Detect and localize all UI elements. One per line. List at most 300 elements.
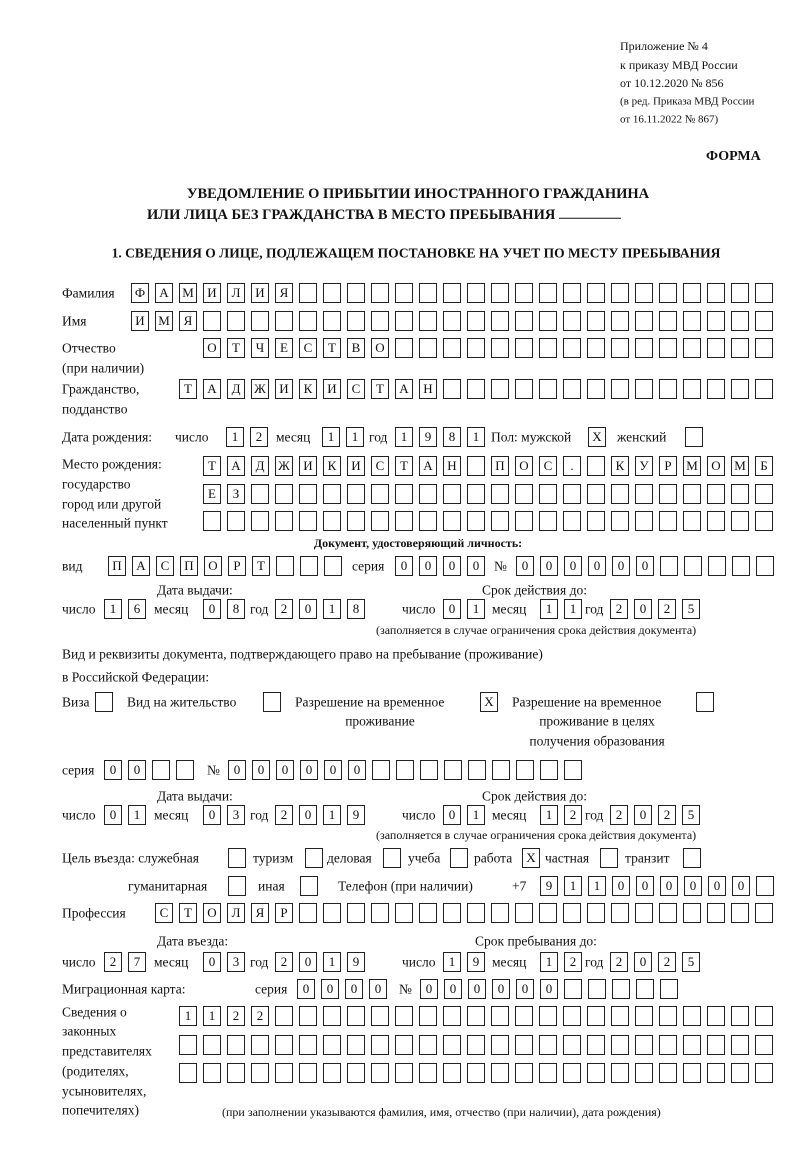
id-valid-day-cell[interactable]: 0 [443, 599, 461, 619]
birthplace-row-1-cell[interactable]: П [491, 456, 509, 476]
patronymic-cell[interactable] [515, 338, 533, 358]
rd-number-cell[interactable]: 0 [276, 760, 294, 780]
reps-row-3-cell[interactable] [491, 1063, 509, 1083]
phone-cell[interactable]: 9 [540, 876, 558, 896]
rd-issue-year-cell[interactable]: 9 [347, 805, 365, 825]
entry-day-cell[interactable]: 7 [128, 952, 146, 972]
profession-cell[interactable] [419, 903, 437, 923]
id-series-cell[interactable]: 0 [443, 556, 461, 576]
mc-series-cell[interactable]: 0 [345, 979, 363, 999]
birthplace-row-1-cell[interactable]: . [563, 456, 581, 476]
purpose-work-checkbox[interactable]: X [522, 848, 540, 868]
phone-cell[interactable]: 0 [612, 876, 630, 896]
entry-year-cell[interactable]: 2 [275, 952, 293, 972]
surname-cell[interactable] [635, 283, 653, 303]
purpose-tourism-checkbox[interactable] [305, 848, 323, 868]
rd-issue-month-cell[interactable]: 3 [227, 805, 245, 825]
rd-valid-month-cell[interactable]: 1 [540, 805, 558, 825]
birthplace-row-2-cell[interactable] [683, 484, 701, 504]
id-issue-month-cell[interactable]: 0 [203, 599, 221, 619]
reps-row-2-cell[interactable] [683, 1035, 701, 1055]
birthplace-row-2-cell[interactable] [323, 484, 341, 504]
birthplace-row-1-cell[interactable]: И [299, 456, 317, 476]
reps-row-3-cell[interactable] [203, 1063, 221, 1083]
id-series-cell[interactable]: 0 [395, 556, 413, 576]
stay-day-cell[interactable]: 9 [467, 952, 485, 972]
citizenship-cell[interactable] [635, 379, 653, 399]
reps-row-3-cell[interactable] [227, 1063, 245, 1083]
birth-day-cell[interactable]: 1 [226, 427, 244, 447]
entry-year-cell[interactable]: 9 [347, 952, 365, 972]
rd-number-cell[interactable]: 0 [228, 760, 246, 780]
birthplace-row-2-cell[interactable] [371, 484, 389, 504]
reps-row-1-cell[interactable] [299, 1006, 317, 1026]
reps-row-2-cell[interactable] [491, 1035, 509, 1055]
id-kind-cell[interactable] [324, 556, 342, 576]
surname-cell[interactable] [323, 283, 341, 303]
reps-row-3-cell[interactable] [611, 1063, 629, 1083]
reps-row-1-cell[interactable]: 1 [179, 1006, 197, 1026]
surname-cell[interactable] [683, 283, 701, 303]
patronymic-cell[interactable] [635, 338, 653, 358]
profession-cell[interactable]: Я [251, 903, 269, 923]
id-kind-cell[interactable]: О [204, 556, 222, 576]
birthplace-row-2-cell[interactable] [731, 484, 749, 504]
citizenship-cell[interactable] [515, 379, 533, 399]
birthplace-row-3-cell[interactable] [539, 511, 557, 531]
id-number-cell[interactable] [732, 556, 750, 576]
birthplace-row-2-cell[interactable] [755, 484, 773, 504]
id-kind-cell[interactable] [300, 556, 318, 576]
profession-cell[interactable]: Л [227, 903, 245, 923]
reps-row-2-cell[interactable] [659, 1035, 677, 1055]
patronymic-cell[interactable] [659, 338, 677, 358]
profession-cell[interactable] [371, 903, 389, 923]
citizenship-cell[interactable] [587, 379, 605, 399]
citizenship-cell[interactable] [731, 379, 749, 399]
mc-number-cell[interactable] [636, 979, 654, 999]
name-cell[interactable] [731, 311, 749, 331]
birthplace-row-1-cell[interactable]: У [635, 456, 653, 476]
birthplace-row-3-cell[interactable] [299, 511, 317, 531]
surname-cell[interactable] [587, 283, 605, 303]
patronymic-cell[interactable] [563, 338, 581, 358]
birthplace-row-1-cell[interactable]: Р [659, 456, 677, 476]
rd-valid-year-cell[interactable]: 0 [634, 805, 652, 825]
profession-cell[interactable] [539, 903, 557, 923]
patronymic-cell[interactable]: Т [227, 338, 245, 358]
surname-cell[interactable]: М [179, 283, 197, 303]
reps-row-3-cell[interactable] [419, 1063, 437, 1083]
birthplace-row-1-cell[interactable]: О [515, 456, 533, 476]
name-cell[interactable] [563, 311, 581, 331]
profession-cell[interactable] [467, 903, 485, 923]
reps-row-3-cell[interactable] [539, 1063, 557, 1083]
name-cell[interactable] [611, 311, 629, 331]
reps-row-2-cell[interactable] [731, 1035, 749, 1055]
surname-cell[interactable] [299, 283, 317, 303]
id-number-cell[interactable]: 0 [588, 556, 606, 576]
temp-residence-checkbox[interactable]: X [480, 692, 498, 712]
reps-row-1-cell[interactable] [371, 1006, 389, 1026]
surname-cell[interactable]: Л [227, 283, 245, 303]
sex-male-checkbox[interactable]: X [588, 427, 606, 447]
birthplace-row-3-cell[interactable] [371, 511, 389, 531]
patronymic-cell[interactable] [419, 338, 437, 358]
patronymic-cell[interactable] [467, 338, 485, 358]
mc-number-cell[interactable]: 0 [420, 979, 438, 999]
citizenship-cell[interactable]: И [275, 379, 293, 399]
patronymic-cell[interactable] [731, 338, 749, 358]
profession-cell[interactable] [443, 903, 461, 923]
profession-cell[interactable] [683, 903, 701, 923]
name-cell[interactable] [491, 311, 509, 331]
profession-cell[interactable] [587, 903, 605, 923]
citizenship-cell[interactable]: Ж [251, 379, 269, 399]
name-cell[interactable] [251, 311, 269, 331]
profession-cell[interactable] [755, 903, 773, 923]
birthplace-row-2-cell[interactable] [419, 484, 437, 504]
mc-number-cell[interactable]: 0 [468, 979, 486, 999]
birth-month-cell[interactable]: 1 [346, 427, 364, 447]
mc-number-cell[interactable] [612, 979, 630, 999]
id-valid-month-cell[interactable]: 1 [564, 599, 582, 619]
reps-row-2-cell[interactable] [395, 1035, 413, 1055]
birthplace-row-1-cell[interactable] [467, 456, 485, 476]
reps-row-2-cell[interactable] [323, 1035, 341, 1055]
surname-cell[interactable] [563, 283, 581, 303]
citizenship-cell[interactable]: Т [371, 379, 389, 399]
entry-day-cell[interactable]: 2 [104, 952, 122, 972]
reps-row-2-cell[interactable] [203, 1035, 221, 1055]
name-cell[interactable]: Я [179, 311, 197, 331]
reps-row-2-cell[interactable] [179, 1035, 197, 1055]
patronymic-cell[interactable] [611, 338, 629, 358]
name-cell[interactable] [395, 311, 413, 331]
reps-row-2-cell[interactable] [755, 1035, 773, 1055]
reps-row-1-cell[interactable] [443, 1006, 461, 1026]
reps-row-1-cell[interactable] [491, 1006, 509, 1026]
profession-cell[interactable] [491, 903, 509, 923]
profession-cell[interactable] [659, 903, 677, 923]
birth-year-cell[interactable]: 9 [419, 427, 437, 447]
surname-cell[interactable]: Ф [131, 283, 149, 303]
id-number-cell[interactable] [684, 556, 702, 576]
birthplace-row-3-cell[interactable] [467, 511, 485, 531]
id-number-cell[interactable]: 0 [540, 556, 558, 576]
id-number-cell[interactable] [660, 556, 678, 576]
reps-row-3-cell[interactable] [371, 1063, 389, 1083]
birthplace-row-1-cell[interactable]: М [731, 456, 749, 476]
birthplace-row-3-cell[interactable] [251, 511, 269, 531]
phone-cell[interactable]: 0 [708, 876, 726, 896]
purpose-official-checkbox[interactable] [228, 848, 246, 868]
patronymic-cell[interactable]: Т [323, 338, 341, 358]
id-issue-month-cell[interactable]: 8 [227, 599, 245, 619]
citizenship-cell[interactable] [683, 379, 701, 399]
reps-row-1-cell[interactable] [611, 1006, 629, 1026]
id-issue-year-cell[interactable]: 2 [275, 599, 293, 619]
reps-row-1-cell[interactable] [683, 1006, 701, 1026]
reps-row-3-cell[interactable] [467, 1063, 485, 1083]
id-issue-year-cell[interactable]: 8 [347, 599, 365, 619]
surname-cell[interactable] [419, 283, 437, 303]
birthplace-row-1-cell[interactable]: Б [755, 456, 773, 476]
birthplace-row-2-cell[interactable] [251, 484, 269, 504]
birthplace-row-1-cell[interactable]: И [347, 456, 365, 476]
id-issue-year-cell[interactable]: 0 [299, 599, 317, 619]
birthplace-row-2-cell[interactable] [491, 484, 509, 504]
mc-series-cell[interactable]: 0 [297, 979, 315, 999]
phone-cell[interactable]: 0 [636, 876, 654, 896]
citizenship-cell[interactable] [491, 379, 509, 399]
rd-issue-day-cell[interactable]: 0 [104, 805, 122, 825]
edu-residence-checkbox[interactable] [696, 692, 714, 712]
patronymic-cell[interactable]: В [347, 338, 365, 358]
birthplace-row-2-cell[interactable] [395, 484, 413, 504]
birthplace-row-2-cell[interactable] [347, 484, 365, 504]
name-cell[interactable] [659, 311, 677, 331]
reps-row-2-cell[interactable] [419, 1035, 437, 1055]
birthplace-row-2-cell[interactable] [467, 484, 485, 504]
citizenship-cell[interactable]: Н [419, 379, 437, 399]
id-issue-day-cell[interactable]: 1 [104, 599, 122, 619]
id-kind-cell[interactable] [276, 556, 294, 576]
birthplace-row-1-cell[interactable]: Д [251, 456, 269, 476]
reps-row-1-cell[interactable] [395, 1006, 413, 1026]
patronymic-cell[interactable]: О [203, 338, 221, 358]
stay-day-cell[interactable]: 1 [443, 952, 461, 972]
citizenship-cell[interactable] [659, 379, 677, 399]
profession-cell[interactable] [395, 903, 413, 923]
profession-cell[interactable]: Р [275, 903, 293, 923]
entry-year-cell[interactable]: 1 [323, 952, 341, 972]
birthplace-row-2-cell[interactable] [587, 484, 605, 504]
birthplace-row-3-cell[interactable] [275, 511, 293, 531]
rd-series-cell[interactable] [176, 760, 194, 780]
id-valid-month-cell[interactable]: 1 [540, 599, 558, 619]
reps-row-3-cell[interactable] [515, 1063, 533, 1083]
citizenship-cell[interactable] [611, 379, 629, 399]
mc-number-cell[interactable]: 0 [516, 979, 534, 999]
stay-year-cell[interactable]: 5 [682, 952, 700, 972]
citizenship-cell[interactable] [563, 379, 581, 399]
patronymic-cell[interactable] [491, 338, 509, 358]
id-number-cell[interactable] [708, 556, 726, 576]
surname-cell[interactable]: И [203, 283, 221, 303]
rd-series-cell[interactable]: 0 [104, 760, 122, 780]
rd-number-cell[interactable] [492, 760, 510, 780]
birthplace-row-3-cell[interactable] [683, 511, 701, 531]
patronymic-cell[interactable] [755, 338, 773, 358]
birthplace-row-2-cell[interactable] [563, 484, 581, 504]
rd-valid-year-cell[interactable]: 5 [682, 805, 700, 825]
birthplace-row-3-cell[interactable] [587, 511, 605, 531]
reps-row-1-cell[interactable] [539, 1006, 557, 1026]
rd-issue-month-cell[interactable]: 0 [203, 805, 221, 825]
reps-row-1-cell[interactable] [707, 1006, 725, 1026]
reps-row-1-cell[interactable] [563, 1006, 581, 1026]
mc-number-cell[interactable] [564, 979, 582, 999]
birthplace-row-2-cell[interactable] [275, 484, 293, 504]
birthplace-row-3-cell[interactable] [731, 511, 749, 531]
reps-row-1-cell[interactable] [515, 1006, 533, 1026]
rd-number-cell[interactable]: 0 [348, 760, 366, 780]
purpose-study-checkbox[interactable] [450, 848, 468, 868]
reps-row-3-cell[interactable] [323, 1063, 341, 1083]
reps-row-2-cell[interactable] [275, 1035, 293, 1055]
birthplace-row-3-cell[interactable] [755, 511, 773, 531]
profession-cell[interactable]: С [155, 903, 173, 923]
rd-number-cell[interactable] [468, 760, 486, 780]
citizenship-cell[interactable] [539, 379, 557, 399]
id-kind-cell[interactable]: П [108, 556, 126, 576]
rd-valid-year-cell[interactable]: 2 [658, 805, 676, 825]
birthplace-row-3-cell[interactable] [659, 511, 677, 531]
birthplace-row-2-cell[interactable] [299, 484, 317, 504]
reps-row-3-cell[interactable] [275, 1063, 293, 1083]
surname-cell[interactable] [755, 283, 773, 303]
phone-cell[interactable]: 0 [684, 876, 702, 896]
reps-row-3-cell[interactable] [635, 1063, 653, 1083]
id-number-cell[interactable] [756, 556, 774, 576]
reps-row-1-cell[interactable] [467, 1006, 485, 1026]
birthplace-row-1-cell[interactable]: М [683, 456, 701, 476]
reps-row-3-cell[interactable] [347, 1063, 365, 1083]
birthplace-row-3-cell[interactable] [203, 511, 221, 531]
rd-number-cell[interactable] [564, 760, 582, 780]
surname-cell[interactable] [395, 283, 413, 303]
name-cell[interactable] [635, 311, 653, 331]
birthplace-row-3-cell[interactable] [419, 511, 437, 531]
profession-cell[interactable] [347, 903, 365, 923]
profession-cell[interactable] [563, 903, 581, 923]
surname-cell[interactable] [443, 283, 461, 303]
profession-cell[interactable] [323, 903, 341, 923]
mc-series-cell[interactable]: 0 [321, 979, 339, 999]
birthplace-row-3-cell[interactable] [395, 511, 413, 531]
rd-series-cell[interactable] [152, 760, 170, 780]
name-cell[interactable] [323, 311, 341, 331]
id-valid-year-cell[interactable]: 5 [682, 599, 700, 619]
surname-cell[interactable] [491, 283, 509, 303]
patronymic-cell[interactable]: Ч [251, 338, 269, 358]
birthplace-row-2-cell[interactable] [515, 484, 533, 504]
birthplace-row-3-cell[interactable] [707, 511, 725, 531]
birthplace-row-3-cell[interactable] [611, 511, 629, 531]
reps-row-1-cell[interactable] [755, 1006, 773, 1026]
id-issue-year-cell[interactable]: 1 [323, 599, 341, 619]
id-number-cell[interactable]: 0 [636, 556, 654, 576]
reps-row-2-cell[interactable] [443, 1035, 461, 1055]
phone-cell[interactable]: 0 [732, 876, 750, 896]
birth-year-cell[interactable]: 1 [395, 427, 413, 447]
name-cell[interactable]: И [131, 311, 149, 331]
reps-row-1-cell[interactable] [275, 1006, 293, 1026]
name-cell[interactable] [227, 311, 245, 331]
purpose-transit-checkbox[interactable] [683, 848, 701, 868]
birthplace-row-1-cell[interactable]: Н [443, 456, 461, 476]
birthplace-row-1-cell[interactable]: Ж [275, 456, 293, 476]
surname-cell[interactable] [731, 283, 749, 303]
birthplace-row-2-cell[interactable]: З [227, 484, 245, 504]
id-series-cell[interactable]: 0 [419, 556, 437, 576]
patronymic-cell[interactable] [443, 338, 461, 358]
birthplace-row-1-cell[interactable]: Т [395, 456, 413, 476]
reps-row-3-cell[interactable] [707, 1063, 725, 1083]
profession-cell[interactable] [515, 903, 533, 923]
reps-row-1-cell[interactable]: 2 [227, 1006, 245, 1026]
id-valid-year-cell[interactable]: 2 [658, 599, 676, 619]
profession-cell[interactable] [707, 903, 725, 923]
reps-row-3-cell[interactable] [395, 1063, 413, 1083]
name-cell[interactable] [371, 311, 389, 331]
birthplace-row-2-cell[interactable] [707, 484, 725, 504]
patronymic-cell[interactable] [395, 338, 413, 358]
purpose-humanitarian-checkbox[interactable] [228, 876, 246, 896]
citizenship-cell[interactable]: А [203, 379, 221, 399]
entry-month-cell[interactable]: 0 [203, 952, 221, 972]
birthplace-row-2-cell[interactable]: Е [203, 484, 221, 504]
mc-number-cell[interactable]: 0 [492, 979, 510, 999]
name-cell[interactable] [347, 311, 365, 331]
birthplace-row-1-cell[interactable]: С [371, 456, 389, 476]
name-cell[interactable]: М [155, 311, 173, 331]
birthplace-row-3-cell[interactable] [563, 511, 581, 531]
rd-number-cell[interactable]: 0 [300, 760, 318, 780]
stay-month-cell[interactable]: 2 [564, 952, 582, 972]
sex-female-checkbox[interactable] [685, 427, 703, 447]
mc-number-cell[interactable]: 0 [444, 979, 462, 999]
patronymic-cell[interactable]: С [299, 338, 317, 358]
citizenship-cell[interactable] [755, 379, 773, 399]
rd-issue-year-cell[interactable]: 1 [323, 805, 341, 825]
birth-year-cell[interactable]: 1 [467, 427, 485, 447]
visa-checkbox[interactable] [95, 692, 113, 712]
name-cell[interactable] [707, 311, 725, 331]
reps-row-3-cell[interactable] [587, 1063, 605, 1083]
reps-row-3-cell[interactable] [659, 1063, 677, 1083]
reps-row-1-cell[interactable] [323, 1006, 341, 1026]
phone-cell[interactable]: 1 [564, 876, 582, 896]
patronymic-cell[interactable] [539, 338, 557, 358]
surname-cell[interactable]: А [155, 283, 173, 303]
reps-row-1-cell[interactable]: 2 [251, 1006, 269, 1026]
id-number-cell[interactable]: 0 [564, 556, 582, 576]
id-kind-cell[interactable]: Т [252, 556, 270, 576]
profession-cell[interactable] [299, 903, 317, 923]
name-cell[interactable] [755, 311, 773, 331]
name-cell[interactable] [443, 311, 461, 331]
rd-number-cell[interactable] [516, 760, 534, 780]
reps-row-2-cell[interactable] [635, 1035, 653, 1055]
surname-cell[interactable] [611, 283, 629, 303]
rd-valid-day-cell[interactable]: 0 [443, 805, 461, 825]
name-cell[interactable] [419, 311, 437, 331]
surname-cell[interactable]: И [251, 283, 269, 303]
phone-cell[interactable]: 1 [588, 876, 606, 896]
id-series-cell[interactable]: 0 [467, 556, 485, 576]
birthplace-row-1-cell[interactable]: Т [203, 456, 221, 476]
patronymic-cell[interactable]: О [371, 338, 389, 358]
birthplace-row-1-cell[interactable]: О [707, 456, 725, 476]
reps-row-1-cell[interactable] [419, 1006, 437, 1026]
name-cell[interactable] [683, 311, 701, 331]
residence-permit-checkbox[interactable] [263, 692, 281, 712]
rd-number-cell[interactable]: 0 [252, 760, 270, 780]
profession-cell[interactable] [611, 903, 629, 923]
birthplace-row-3-cell[interactable] [347, 511, 365, 531]
